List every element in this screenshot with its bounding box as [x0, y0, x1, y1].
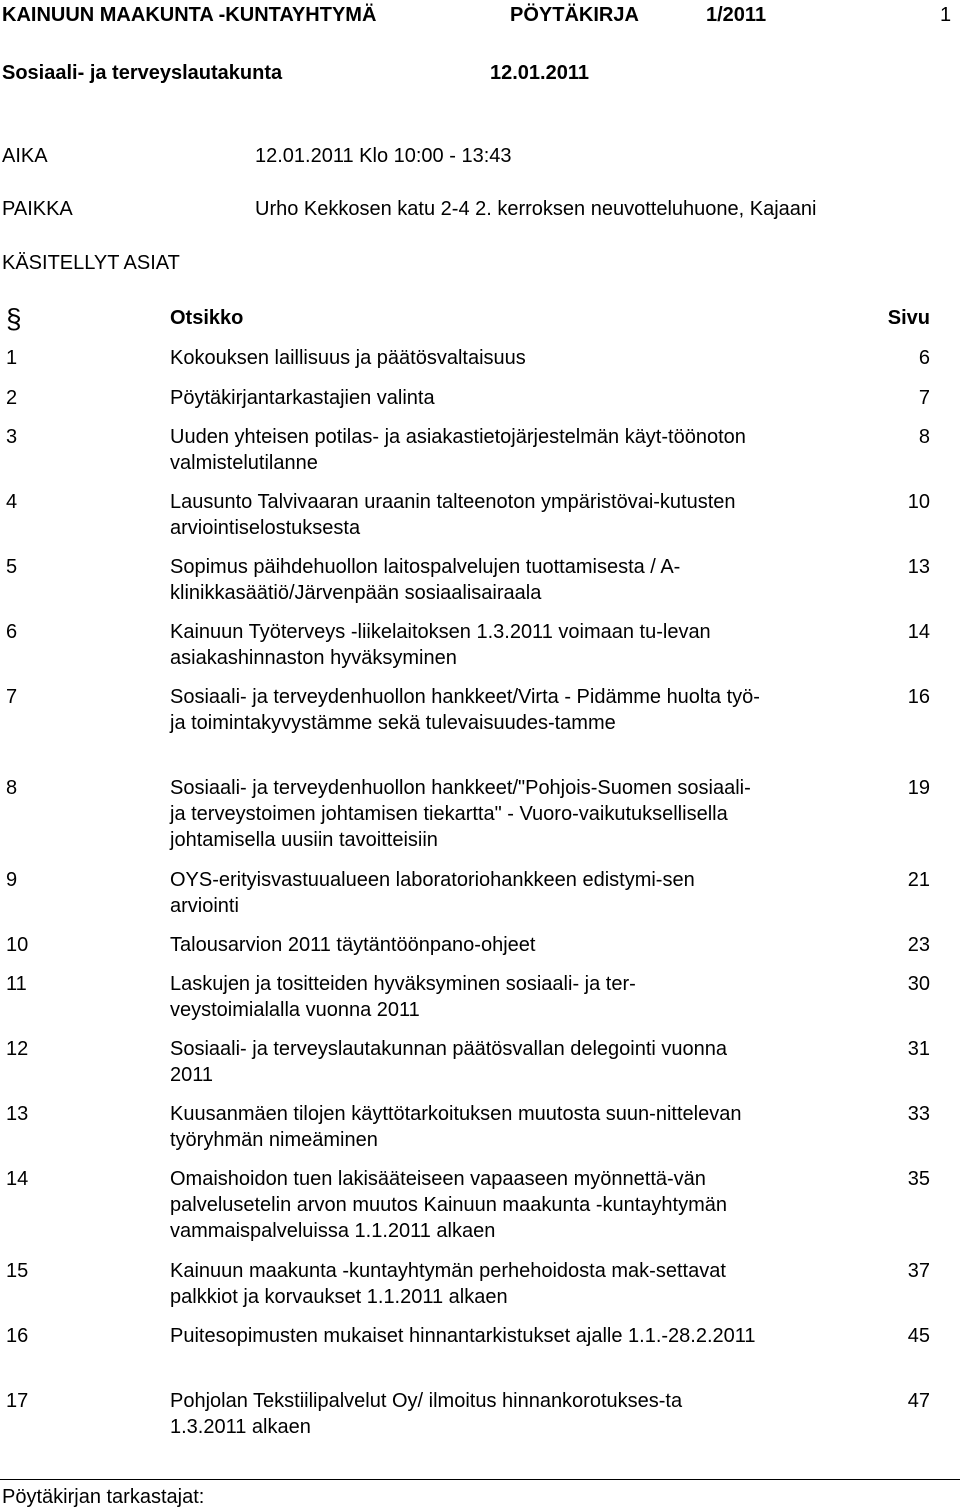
- row-title: Sosiaali- ja terveyslautakunnan päätösvallan delegointi vuonna 2011: [170, 1038, 728, 1086]
- footer-label: Pöytäkirjan tarkastajat:: [2, 1486, 205, 1508]
- row-number: 10: [6, 934, 29, 956]
- col-page-header: Sivu: [887, 307, 930, 329]
- row-title: Kainuun maakunta -kuntayhtymän perhehoidosta mak-settavat palkkiot ja korvaukset 1.1.2011 alkaen: [170, 1260, 726, 1308]
- time-label: AIKA: [2, 145, 48, 167]
- row-page: 16: [907, 686, 930, 708]
- row-number: 15: [6, 1260, 29, 1282]
- row-page: 10: [907, 491, 930, 513]
- footer-divider: [0, 1479, 960, 1480]
- row-title: Sosiaali- ja terveydenhuollon hankkeet/"Pohjois-Suomen sosiaali- ja terveystoimen johtamisen tiekartta" - Vuoro-vaikutuksellisella johtamisella uusiin tavoitteisiin: [170, 777, 751, 851]
- row-title: Sosiaali- ja terveydenhuollon hankkeet/Virta - Pidämme huolta työ- ja toimintakyvystämme sekä tulevaisuudes-tamme: [170, 686, 760, 734]
- row-title: Uuden yhteisen potilas- ja asiakastietojärjestelmän käyt-töönoton valmistelutilanne: [170, 426, 746, 474]
- row-page: 33: [907, 1103, 930, 1125]
- row-title: Pohjolan Tekstiilipalvelut Oy/ ilmoitus hinnankorotukses-ta 1.3.2011 alkaen: [170, 1390, 683, 1438]
- row-page: 8: [918, 426, 930, 448]
- row-page: 30: [907, 973, 930, 995]
- org-name: KAINUUN MAAKUNTA -KUNTAYHTYMÄ: [2, 4, 377, 26]
- doc-number: 1/2011: [706, 4, 767, 26]
- row-page: 6: [918, 347, 930, 369]
- col-title-header: Otsikko: [170, 307, 244, 329]
- time-value: 12.01.2011 Klo 10:00 - 13:43: [255, 145, 512, 167]
- row-number: 14: [6, 1168, 29, 1190]
- row-title: Talousarvion 2011 täytäntöönpano-ohjeet: [170, 934, 536, 956]
- section-sign-icon: §: [6, 303, 22, 334]
- row-number: 12: [6, 1038, 29, 1060]
- row-number: 17: [6, 1390, 29, 1412]
- section-title: KÄSITELLYT ASIAT: [2, 252, 180, 274]
- row-page: 45: [907, 1325, 930, 1347]
- row-number: 1: [6, 347, 18, 369]
- row-title: Kokouksen laillisuus ja päätösvaltaisuus: [170, 347, 526, 369]
- doc-type: PÖYTÄKIRJA: [510, 4, 639, 26]
- row-page: 13: [907, 556, 930, 578]
- page-number: 1: [940, 4, 952, 26]
- row-title: Kainuun Työterveys -liikelaitoksen 1.3.2011 voimaan tu-levan asiakashinnaston hyväksyminen: [170, 621, 711, 669]
- row-number: 6: [6, 621, 18, 643]
- row-page: 31: [907, 1038, 930, 1060]
- row-page: 19: [907, 777, 930, 799]
- row-title: Pöytäkirjantarkastajien valinta: [170, 387, 435, 409]
- row-page: 35: [907, 1168, 930, 1190]
- row-number: 16: [6, 1325, 29, 1347]
- row-title: Lausunto Talvivaaran uraanin talteenoton ympäristövai-kutusten arviointiselostuksesta: [170, 491, 736, 539]
- row-number: 7: [6, 686, 18, 708]
- row-page: 14: [907, 621, 930, 643]
- row-number: 5: [6, 556, 18, 578]
- meeting-date: 12.01.2011: [490, 62, 589, 84]
- row-title: Kuusanmäen tilojen käyttötarkoituksen muutosta suun-nittelevan työryhmän nimeäminen: [170, 1103, 742, 1151]
- row-page: 21: [907, 869, 930, 891]
- board-name: Sosiaali- ja terveyslautakunta: [2, 62, 283, 84]
- row-number: 4: [6, 491, 18, 513]
- row-page: 7: [918, 387, 930, 409]
- row-title: Laskujen ja tositteiden hyväksyminen sosiaali- ja ter-veystoimialalla vuonna 2011: [170, 973, 636, 1021]
- row-number: 11: [6, 973, 27, 995]
- row-title: Sopimus päihdehuollon laitospalvelujen tuottamisesta / A-klinikkasäätiö/Järvenpään sosiaalisairaala: [170, 556, 681, 604]
- row-title: Omaishoidon tuen lakisääteiseen vapaaseen myönnettä-vän palvelusetelin arvon muutos Kainuun maakunta -kuntayhtymän vammaispalveluissa 1.1.2011 alkaen: [170, 1168, 727, 1242]
- row-title: Puitesopimusten mukaiset hinnantarkistukset ajalle 1.1.-28.2.2011: [170, 1325, 756, 1347]
- row-page: 47: [907, 1390, 930, 1412]
- row-number: 8: [6, 777, 18, 799]
- place-value: Urho Kekkosen katu 2-4 2. kerroksen neuvotteluhuone, Kajaani: [255, 198, 817, 220]
- row-number: 13: [6, 1103, 29, 1125]
- row-title: OYS-erityisvastuualueen laboratoriohankkeen edistymi-sen arviointi: [170, 869, 695, 917]
- row-number: 3: [6, 426, 18, 448]
- row-page: 23: [907, 934, 930, 956]
- row-page: 37: [907, 1260, 930, 1282]
- place-label: PAIKKA: [2, 198, 73, 220]
- row-number: 2: [6, 387, 18, 409]
- row-number: 9: [6, 869, 18, 891]
